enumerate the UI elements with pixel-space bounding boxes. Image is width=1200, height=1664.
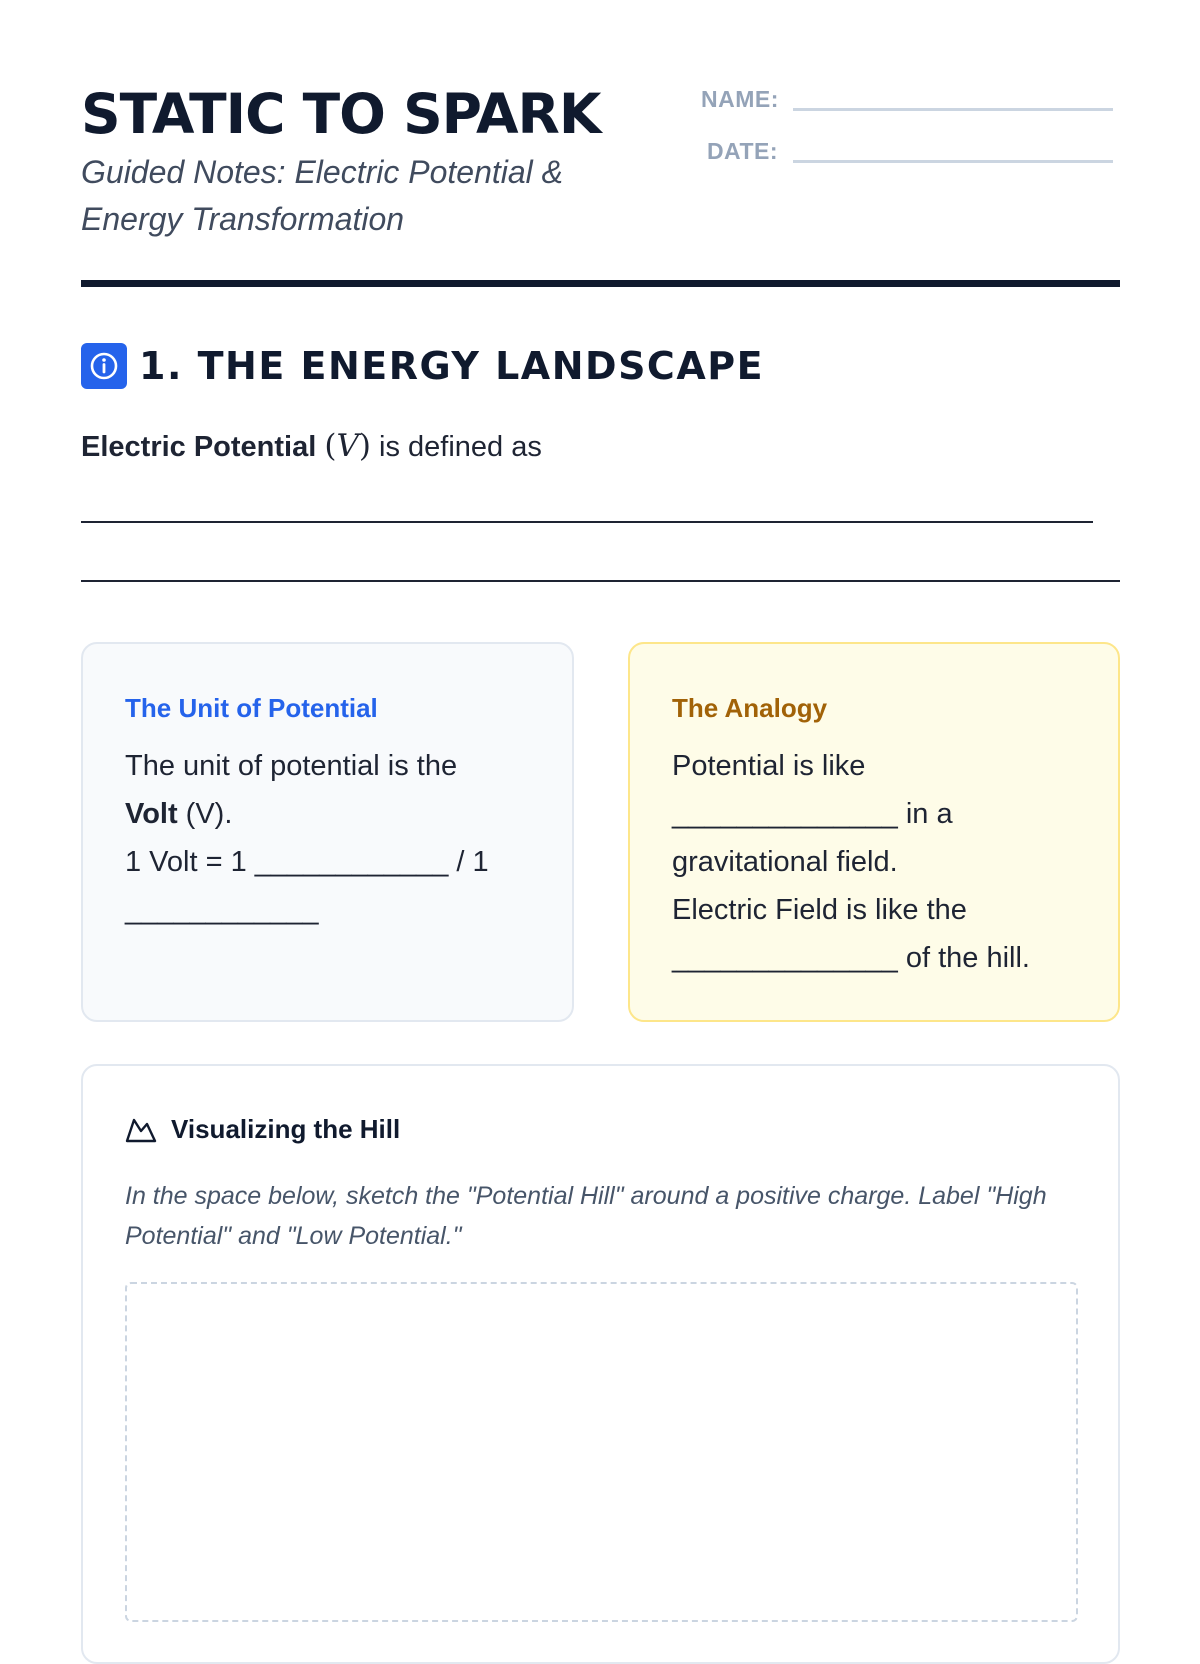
visualizing-card (81, 1064, 1120, 1664)
date-field[interactable] (793, 160, 1113, 163)
visualizing-heading (125, 1114, 400, 1145)
unit-line-1: The unit of potential is the (125, 750, 458, 782)
section-title: 1. THE ENERGY LANDSCAPE (139, 344, 765, 388)
definition-blank-line-2[interactable] (81, 580, 1120, 582)
analogy-card (628, 642, 1120, 1022)
volt-term: Volt (125, 798, 178, 830)
date-label: DATE: (706, 138, 778, 164)
worksheet-page (81, 0, 1120, 1600)
unit-line-4: ____________ (125, 894, 319, 926)
visualizing-title: Visualizing the Hill (171, 1114, 401, 1144)
unit-card-body (125, 742, 530, 934)
analogy-line-1: Potential is like (672, 750, 866, 782)
analogy-line-2: ______________ in a (672, 798, 953, 830)
unit-line-3: 1 Volt = 1 ____________ / 1 (125, 846, 489, 878)
unit-line-2 (125, 790, 530, 838)
page-subtitle: Guided Notes: Electric Potential & Energy Transformation (81, 154, 564, 237)
sketch-area[interactable] (125, 1282, 1078, 1622)
analogy-line-4: Electric Field is like the (672, 894, 967, 926)
analogy-line-5: ______________ of the hill. (672, 942, 1030, 974)
volt-symbol: (V). (177, 798, 233, 830)
analogy-card-title: The Analogy (672, 693, 828, 723)
section-heading (81, 343, 764, 389)
symbol-variable: V (336, 428, 359, 464)
name-label: NAME: (701, 86, 779, 112)
definition-term: Electric Potential (81, 431, 317, 463)
definition-prompt (81, 428, 542, 464)
name-field[interactable] (793, 108, 1113, 111)
unit-card (81, 642, 574, 1022)
header-divider (81, 280, 1120, 287)
date-row (701, 138, 1113, 165)
analogy-line-3: gravitational field. (672, 846, 898, 878)
symbol-open: ( (324, 428, 337, 464)
name-row (701, 86, 1113, 113)
info-icon (81, 343, 127, 389)
mountain-icon (125, 1116, 157, 1144)
unit-card-title: The Unit of Potential (125, 693, 378, 723)
header (81, 78, 1120, 278)
definition-blank-line-1[interactable] (81, 521, 1093, 523)
definition-text: is defined as (379, 431, 542, 463)
visualizing-instructions: In the space below, sketch the "Potential Hill" around a positive charge. Label "High Potential" and "Low Potential." (125, 1182, 1047, 1250)
symbol-close: ) (358, 428, 371, 464)
page-title: STATIC TO SPARK (81, 82, 601, 146)
definition-symbol (324, 428, 371, 464)
analogy-card-body (672, 742, 1076, 982)
